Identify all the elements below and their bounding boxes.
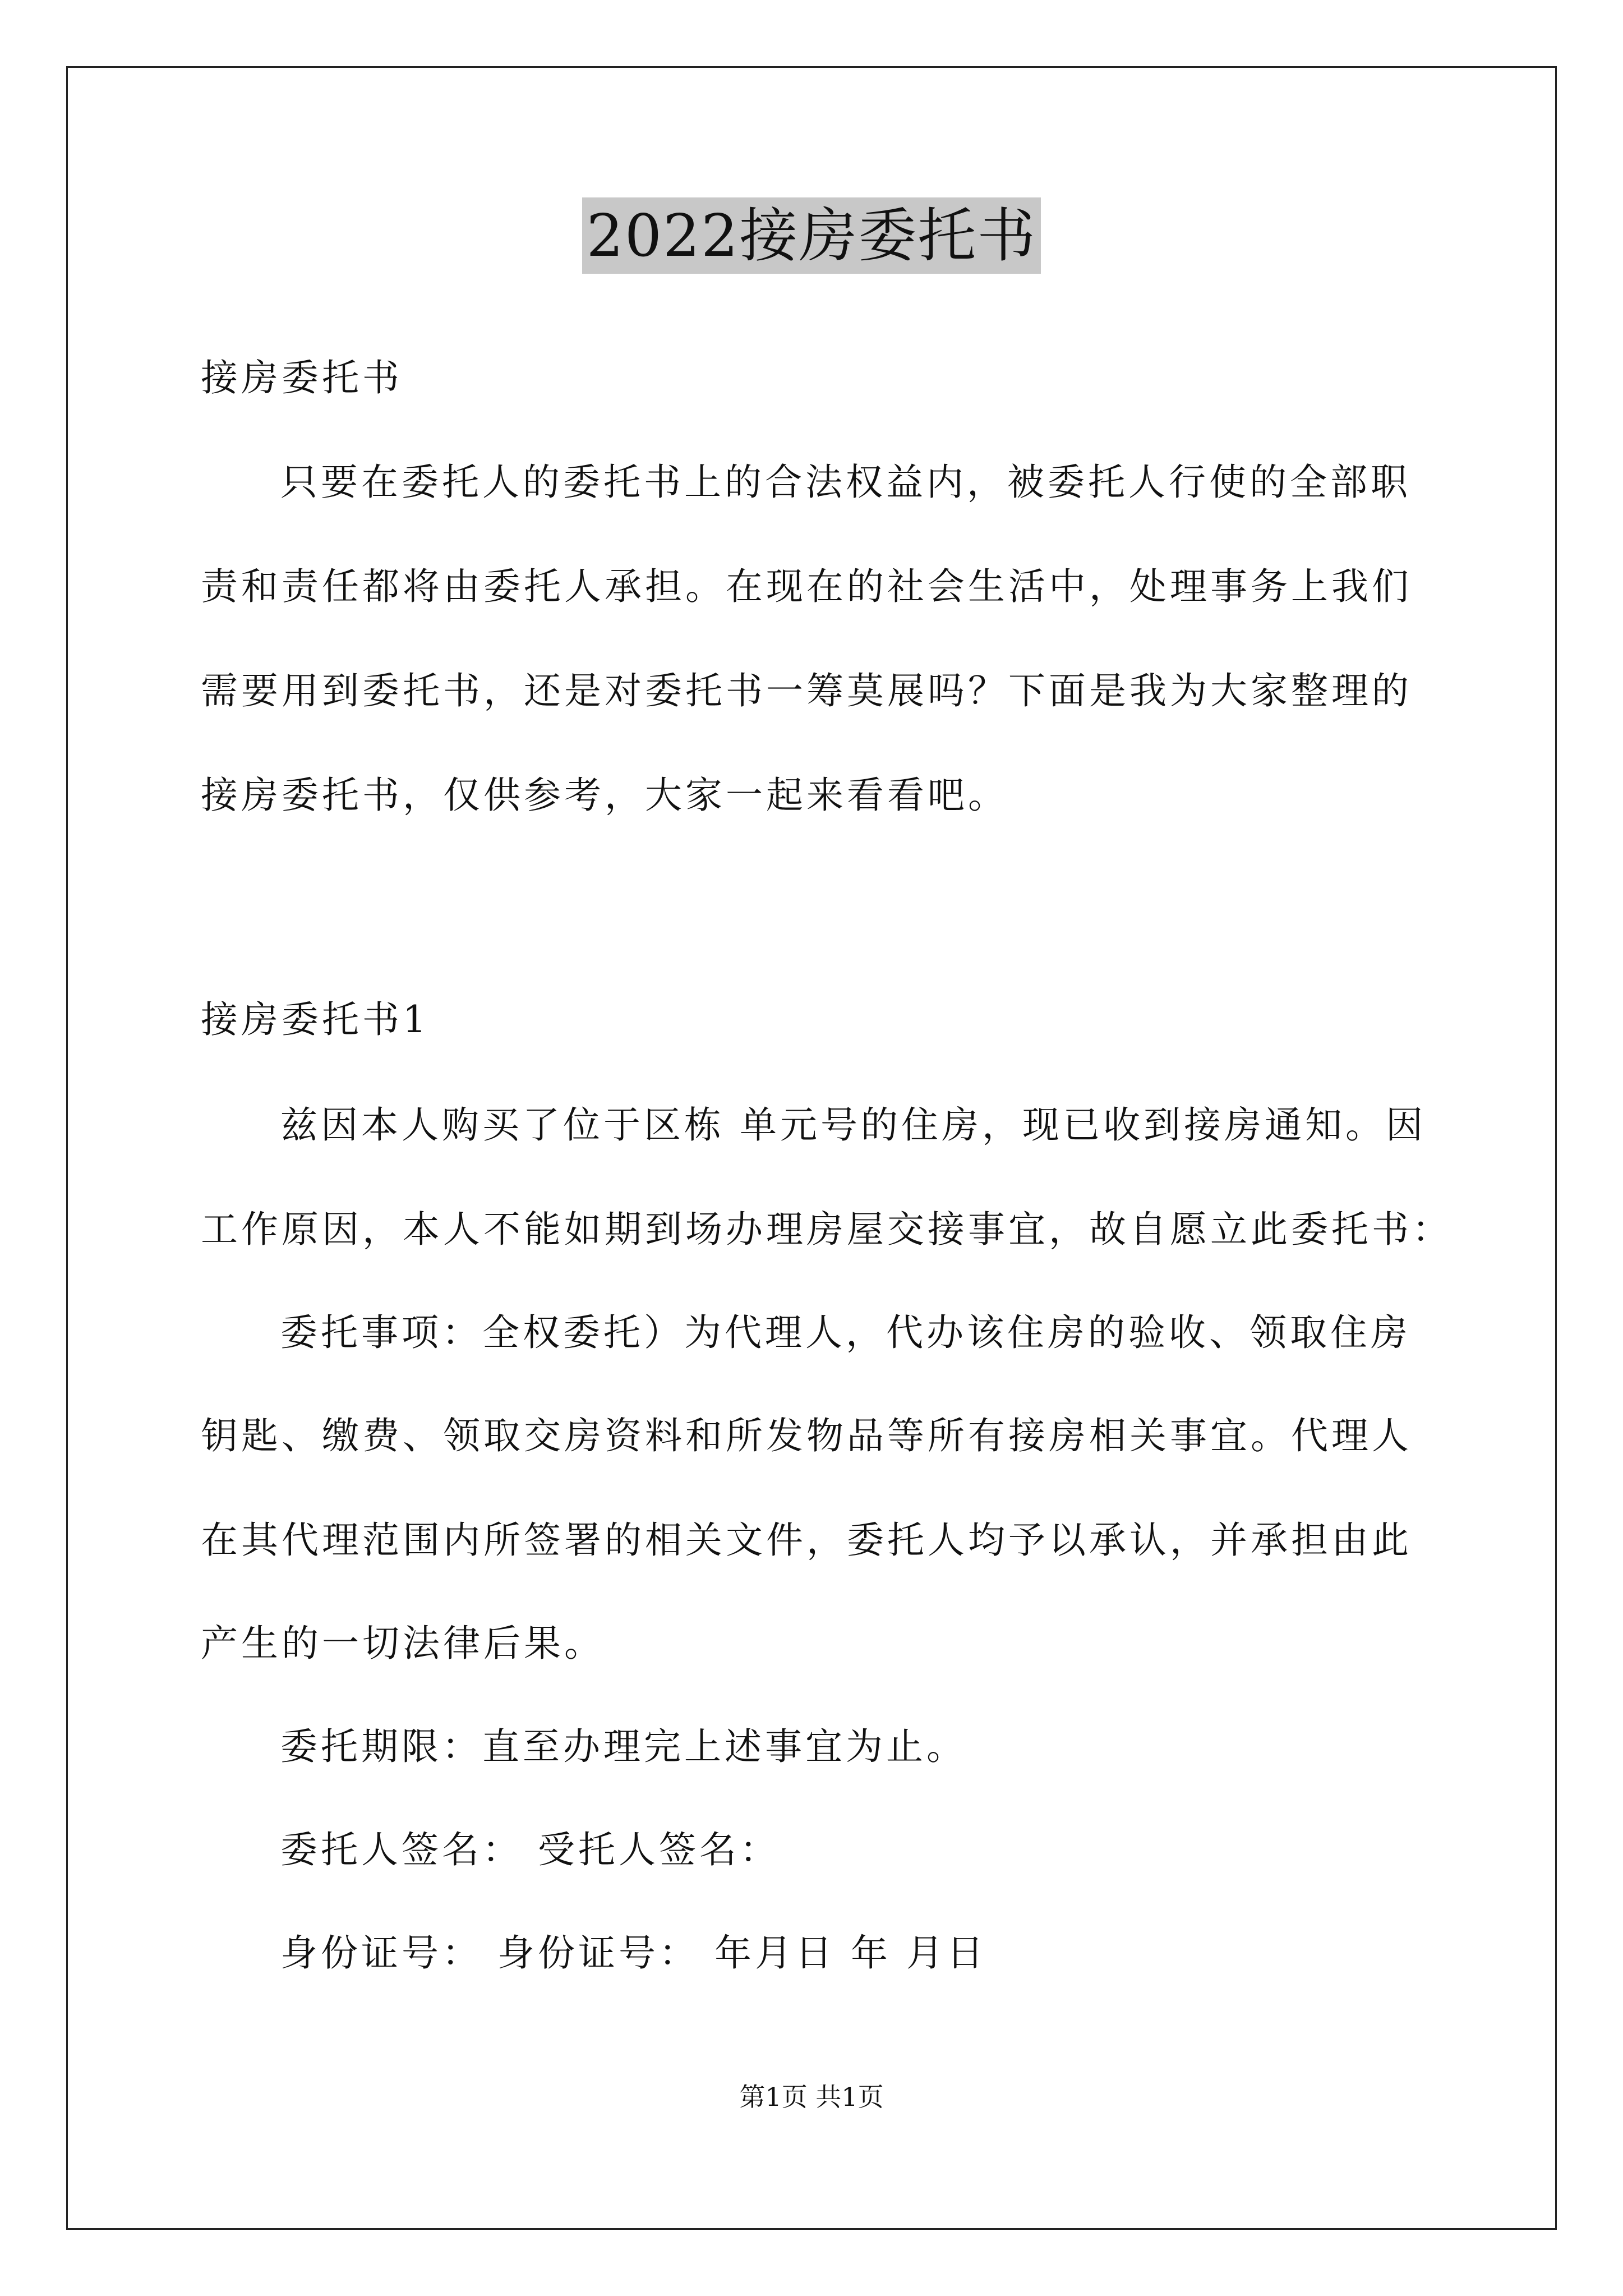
body-line-2: 工作原因，本人不能如期到场办理房屋交接事宜，故自愿立此委托书： (201, 1208, 1453, 1251)
intro-line-1: 只要在委托人的委托书上的合法权益内，被委托人行使的全部职 (280, 461, 1411, 504)
id-date-line: 身份证号： 身份证号： 年月日 年 月日 (280, 1931, 987, 1975)
title-container (0, 197, 1623, 274)
section-heading: 接房委托书 (201, 356, 403, 399)
body-line-6: 产生的一切法律后果。 (201, 1622, 605, 1665)
body-line-5: 在其代理范围内所签署的相关文件，委托人均予以承认，并承担由此 (201, 1519, 1412, 1562)
document-title: 2022接房委托书 (582, 197, 1041, 274)
intro-line-4: 接房委托书，仅供参考，大家一起来看看吧。 (201, 774, 1008, 817)
signature-line: 委托人签名： 受托人签名： (280, 1828, 780, 1871)
subsection-heading: 接房委托书1 (201, 998, 430, 1041)
body-line-3: 委托事项：全权委托）为代理人，代办该住房的验收、领取住房 (280, 1311, 1411, 1354)
intro-line-2: 责和责任都将由委托人承担。在现在的社会生活中，处理事务上我们 (201, 565, 1412, 608)
page-footer: 第1页 共1页 (739, 2082, 884, 2112)
intro-line-3: 需要用到委托书，还是对委托书一筹莫展吗？下面是我为大家整理的 (201, 669, 1412, 712)
body-line-1: 兹因本人购买了位于区栋 单元号的住房，现已收到接房通知。因 (280, 1103, 1426, 1147)
body-line-4: 钥匙、缴费、领取交房资料和所发物品等所有接房相关事宜。代理人 (201, 1414, 1412, 1457)
term-line: 委托期限：直至办理完上述事宜为止。 (280, 1725, 967, 1768)
